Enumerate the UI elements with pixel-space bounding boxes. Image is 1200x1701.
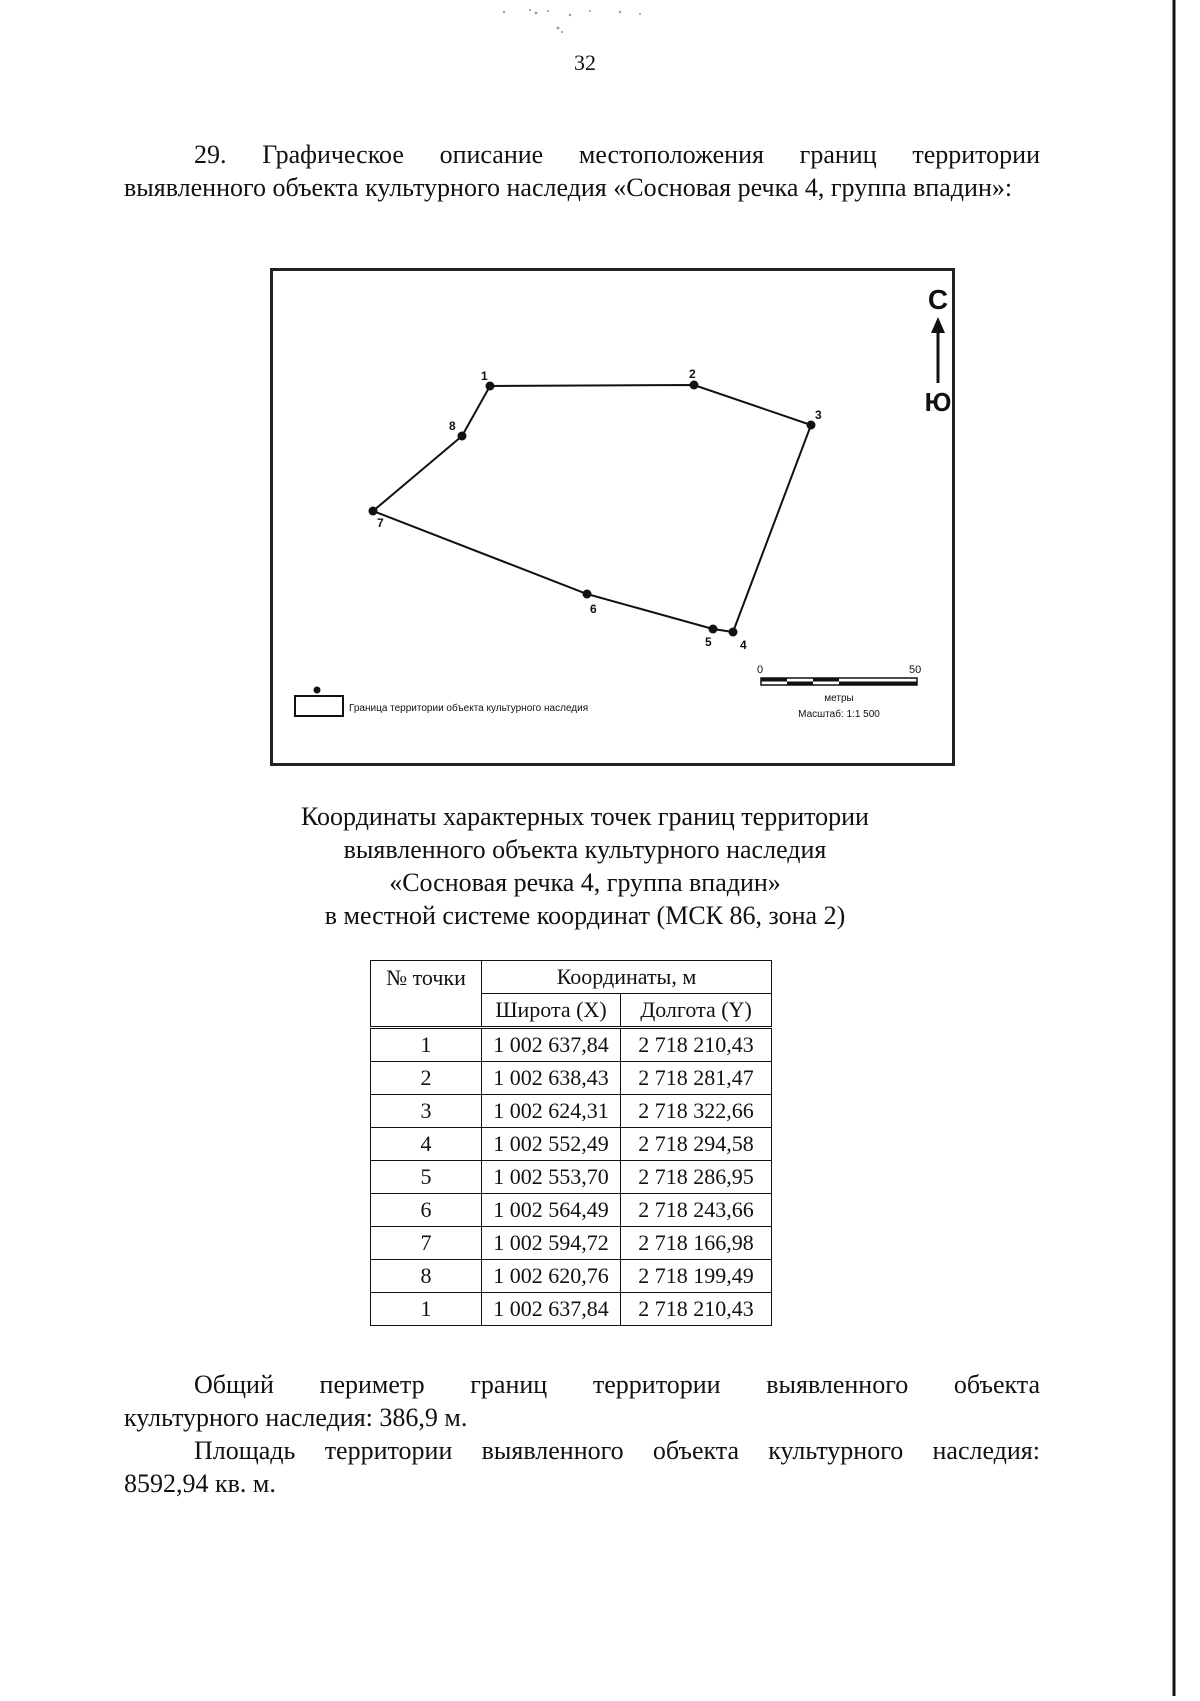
map-canvas — [273, 271, 952, 763]
map-point-label-8: 8 — [449, 419, 456, 433]
boundary-polygon — [373, 385, 811, 632]
cell-x: 1 002 620,76 — [482, 1260, 621, 1293]
legend-point-icon — [314, 687, 321, 694]
scale-start-label: 0 — [757, 664, 764, 676]
south-label: Ю — [924, 387, 952, 417]
coordinates-title-line-2: выявленного объекта культурного наследия — [343, 835, 827, 864]
area-text-continued: 8592,94 кв. м. — [124, 1469, 276, 1498]
cell-point: 1 — [371, 1028, 482, 1062]
table-row — [371, 1062, 772, 1095]
cell-y: 2 718 243,66 — [621, 1194, 772, 1227]
table-row — [371, 1128, 772, 1161]
map-point-4 — [729, 628, 738, 637]
cell-y: 2 718 281,47 — [621, 1062, 772, 1095]
legend — [295, 687, 588, 717]
cell-point: 3 — [371, 1095, 482, 1128]
scale-end-label: 50 — [909, 664, 922, 676]
coordinates-title-line-4: в местной системе координат (МСК 86, зона 2) — [324, 901, 846, 930]
cell-y: 2 718 286,95 — [621, 1161, 772, 1194]
cell-point: 6 — [371, 1194, 482, 1227]
section-heading: 29. Графическое описание местоположения границ территории выявленного объекта культурного наследия «Сосновая речка 4, группа впадин»: — [124, 140, 1040, 202]
cell-y: 2 718 210,43 — [621, 1028, 772, 1062]
cell-x: 1 002 594,72 — [482, 1227, 621, 1260]
cell-x: 1 002 638,43 — [482, 1062, 621, 1095]
map-point-7 — [369, 507, 378, 516]
map-point-label-6: 6 — [590, 602, 597, 616]
cell-y: 2 718 210,43 — [621, 1293, 772, 1326]
table-row — [371, 1095, 772, 1128]
table-row — [371, 1194, 772, 1227]
scale-ratio-label: Масштаб: 1:1 500 — [798, 709, 880, 720]
table-row — [371, 1028, 772, 1062]
legend-boundary-icon — [295, 696, 343, 716]
table-row — [371, 1260, 772, 1293]
table-row — [371, 1293, 772, 1326]
map-point-label-5: 5 — [705, 635, 712, 649]
summary — [124, 1368, 1040, 1500]
map-point-label-1: 1 — [481, 369, 488, 383]
cell-point: 7 — [371, 1227, 482, 1260]
page-number: 32 — [574, 50, 596, 75]
header-coordinates: Координаты, м — [482, 961, 772, 994]
scan-artifact — [500, 6, 700, 36]
coordinates-table — [370, 960, 772, 1326]
boundary-map — [270, 268, 955, 766]
cell-x: 1 002 564,49 — [482, 1194, 621, 1227]
cell-x: 1 002 637,84 — [482, 1293, 621, 1326]
perimeter-text: Общий периметр границ территории выявленного объекта — [194, 1370, 1040, 1399]
map-point-label-3: 3 — [815, 408, 822, 422]
cell-y: 2 718 166,98 — [621, 1227, 772, 1260]
cell-point: 5 — [371, 1161, 482, 1194]
cell-y: 2 718 322,66 — [621, 1095, 772, 1128]
cell-point: 2 — [371, 1062, 482, 1095]
map-point-label-7: 7 — [377, 516, 384, 530]
cell-y: 2 718 199,49 — [621, 1260, 772, 1293]
north-arrow — [925, 284, 952, 417]
coordinates-title — [0, 800, 1170, 932]
legend-label: Граница территории объекта культурного наследия — [349, 703, 589, 714]
scale-bar — [757, 664, 921, 720]
map-point-6 — [583, 590, 592, 599]
table-row — [371, 1227, 772, 1260]
map-point-label-2: 2 — [689, 367, 696, 381]
cell-y: 2 718 294,58 — [621, 1128, 772, 1161]
map-point-8 — [458, 432, 467, 441]
map-point-2 — [690, 381, 699, 390]
scale-unit-label: метры — [824, 693, 854, 704]
coordinates-title-line-1: Координаты характерных точек границ территории — [301, 802, 869, 831]
map-point-5 — [709, 625, 718, 634]
north-label: С — [927, 284, 949, 315]
header-latitude: Широта (X) — [482, 994, 621, 1028]
cell-point: 1 — [371, 1293, 482, 1326]
cell-x: 1 002 624,31 — [482, 1095, 621, 1128]
cell-x: 1 002 552,49 — [482, 1128, 621, 1161]
header-longitude: Долгота (Y) — [621, 994, 772, 1028]
perimeter-text-continued: культурного наследия: 386,9 м. — [124, 1403, 468, 1432]
area-text: Площадь территории выявленного объекта культурного наследия: — [194, 1436, 1040, 1465]
cell-point: 4 — [371, 1128, 482, 1161]
header-point-number: № точки — [371, 961, 482, 1028]
cell-x: 1 002 553,70 — [482, 1161, 621, 1194]
coordinates-title-line-3: «Сосновая речка 4, группа впадин» — [389, 868, 781, 897]
cell-point: 8 — [371, 1260, 482, 1293]
table-row — [371, 1161, 772, 1194]
cell-x: 1 002 637,84 — [482, 1028, 621, 1062]
scan-edge — [1172, 0, 1176, 1696]
map-point-label-4: 4 — [740, 638, 747, 652]
